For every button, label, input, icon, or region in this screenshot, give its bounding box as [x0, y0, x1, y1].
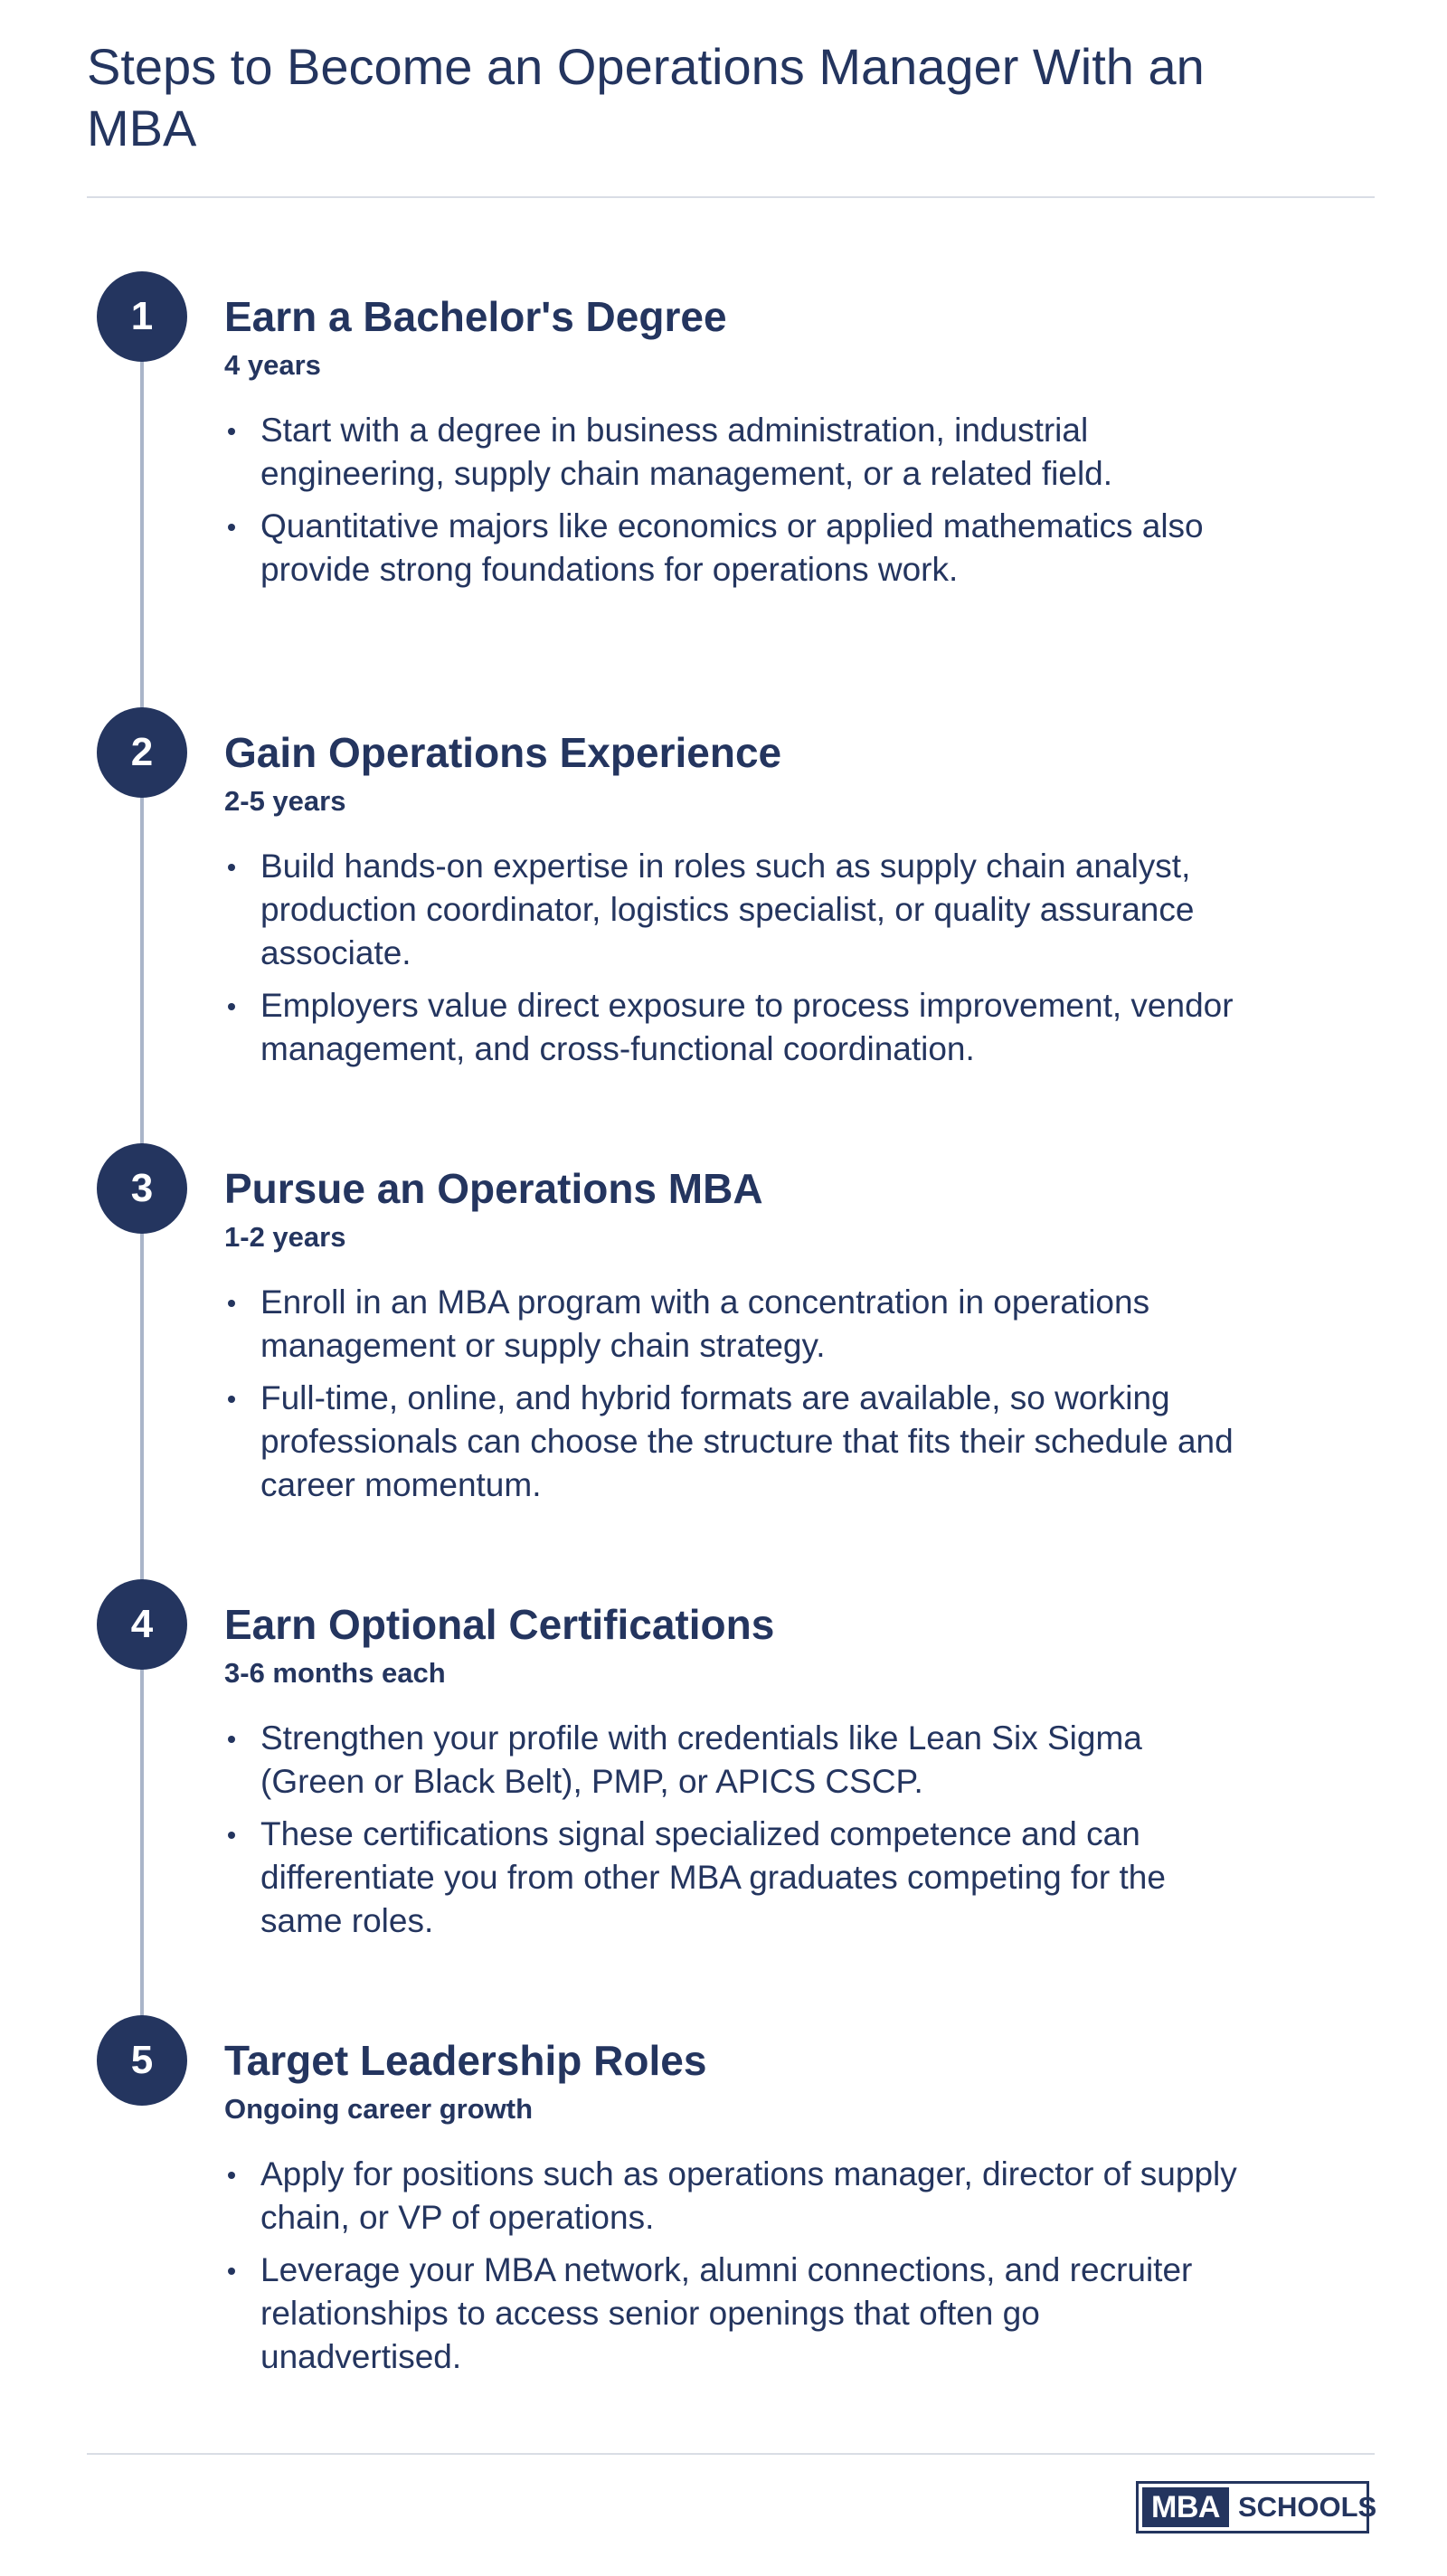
step-3-bullets — [224, 1281, 1237, 1507]
step-1 — [224, 291, 1237, 601]
bullet-item: Apply for positions such as operations manager, director of supply chain, or VP of operations. — [224, 2153, 1237, 2240]
step-2-heading: Gain Operations Experience — [224, 729, 782, 776]
step-2 — [224, 727, 1237, 1080]
top-divider — [87, 196, 1375, 198]
step-4-heading: Earn Optional Certifications — [224, 1601, 775, 1648]
step-2-bullets — [224, 845, 1237, 1071]
step-4 — [224, 1599, 1237, 1952]
step-5-heading: Target Leadership Roles — [224, 2037, 707, 2084]
step-5 — [224, 2035, 1237, 2388]
bullet-item: Quantitative majors like economics or applied mathematics also provide strong foundations for operations work. — [224, 505, 1237, 592]
step-5-bullets — [224, 2153, 1237, 2379]
step-3-number-badge: 3 — [97, 1143, 187, 1234]
step-4-duration: 3-6 months each — [224, 1657, 446, 1689]
step-2-duration: 2-5 years — [224, 785, 346, 817]
step-4-bullets — [224, 1717, 1237, 1943]
bullet-item: Enroll in an MBA program with a concentration in operations management or supply chain strategy. — [224, 1281, 1237, 1368]
step-1-bullets — [224, 409, 1237, 592]
logo-mba-text: MBA — [1142, 2487, 1229, 2527]
step-3-duration: 1-2 years — [224, 1221, 346, 1253]
step-4-number-badge: 4 — [97, 1579, 187, 1670]
step-1-heading: Earn a Bachelor's Degree — [224, 293, 727, 340]
mba-schools-logo — [1136, 2481, 1377, 2533]
page-title: Steps to Become an Operations Manager With an MBA — [87, 38, 1205, 156]
bottom-divider — [87, 2453, 1375, 2455]
bullet-item: Employers value direct exposure to process improvement, vendor management, and cross-functional coordination. — [224, 984, 1237, 1071]
step-3-heading: Pursue an Operations MBA — [224, 1165, 763, 1212]
step-1-number-badge: 1 — [97, 271, 187, 362]
step-5-number-badge: 5 — [97, 2015, 187, 2106]
step-2-number-badge: 2 — [97, 707, 187, 798]
logo-schools-text: SCHOOLS — [1237, 2491, 1377, 2523]
step-5-duration: Ongoing career growth — [224, 2093, 534, 2125]
bullet-item: Leverage your MBA network, alumni connections, and recruiter relationships to access senior openings that often go unadvertised. — [224, 2249, 1237, 2379]
step-3 — [224, 1163, 1237, 1516]
step-1-duration: 4 years — [224, 349, 321, 381]
bullet-item: These certifications signal specialized competence and can differentiate you from other MBA graduates competing for the same roles. — [224, 1813, 1237, 1943]
bullet-item: Start with a degree in business administration, industrial engineering, supply chain management, or a related field. — [224, 409, 1237, 496]
bullet-item: Strengthen your profile with credentials like Lean Six Sigma (Green or Black Belt), PMP, or APICS CSCP. — [224, 1717, 1237, 1804]
bullet-item: Full-time, online, and hybrid formats are available, so working professionals can choose the structure that fits their schedule and career momentum. — [224, 1377, 1237, 1507]
bullet-item: Build hands-on expertise in roles such as supply chain analyst, production coordinator, logistics specialist, or quality assurance associate. — [224, 845, 1237, 975]
